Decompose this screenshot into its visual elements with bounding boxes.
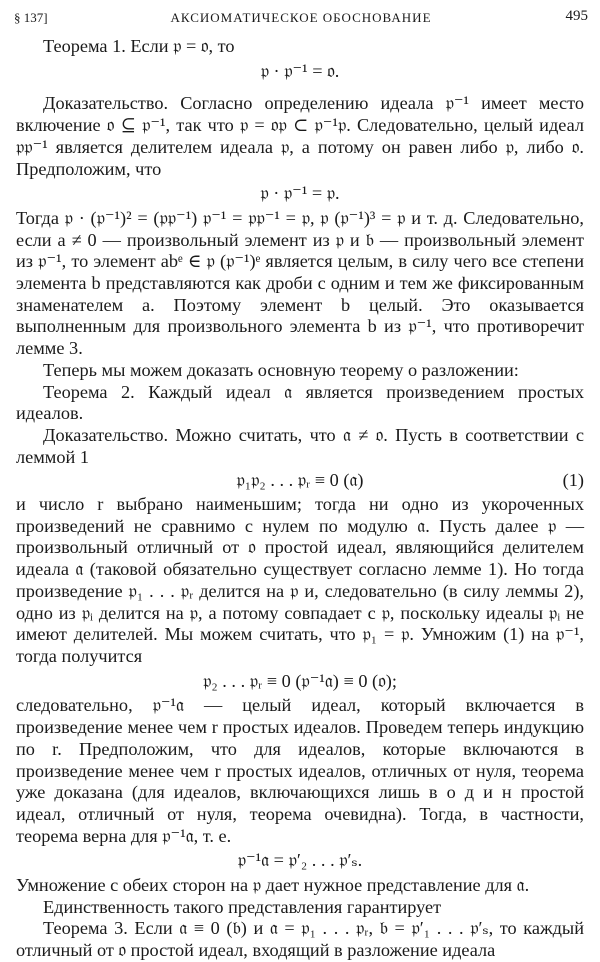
paragraph: Теорема 3. Если 𝔞 ≡ 0 (𝔟) и 𝔞 = 𝔭₁ . . . 𝔭ᵣ, 𝔟 = 𝔭′₁ . . . 𝔭′ₛ, то каждый отличный от 𝔬 простой идеал, входящий в разложение идеала	[16, 918, 584, 961]
paragraph: Теорема 2. Каждый идеал 𝔞 является произведением простых идеалов.	[16, 381, 584, 424]
formula	[16, 183, 584, 205]
section-number: § 137]	[14, 10, 48, 25]
paragraph: Единственность такого представления гарантирует	[43, 896, 442, 917]
formula	[16, 671, 584, 693]
paragraph: Теорема 1. Если 𝔭 = 𝔬, то	[43, 36, 235, 56]
formula-text: 𝔭₂ . . . 𝔭ᵣ ≡ 0 (𝔭⁻¹𝔞) ≡ 0 (𝔬);	[203, 670, 397, 691]
formula	[16, 470, 584, 492]
paragraph: Доказательство. Можно считать, что 𝔞 ≠ 𝔬. Пусть в соответствии с леммой 1	[16, 424, 584, 467]
formula-text: 𝔭₁𝔭₂ . . . 𝔭ᵣ ≡ 0 (𝔞)	[236, 470, 364, 491]
page-body	[16, 36, 584, 962]
paragraph: Теперь мы можем доказать основную теорему о разложении:	[43, 359, 519, 380]
equation-number: (1)	[562, 470, 584, 491]
formula-text: 𝔭 · 𝔭⁻¹ = 𝔬.	[260, 60, 340, 81]
paragraph: следовательно, 𝔭⁻¹𝔞 — целый идеал, который включается в произведение менее чем r простых идеалов. Проведем теперь индукцию по r. Предположим, что для идеалов, которые включаются в произведение менее чем r простых идеалов, отличных от нуля, теорема уже доказана (для идеалов, включающихся лишь в о д и н простой идеал, отличный от нуля, теорема очевидна). Тогда, в частности, теорема верна для 𝔭⁻¹𝔞, т. е.	[16, 695, 584, 846]
paragraph: Тогда 𝔭 · (𝔭⁻¹)² = (𝔭𝔭⁻¹) 𝔭⁻¹ = 𝔭𝔭⁻¹ = 𝔭, 𝔭 (𝔭⁻¹)³ = 𝔭 и т. д. Следовательно, если a ≠ 0 — произвольный элемент из 𝔭 и 𝔟 — произвольный элемент из 𝔭⁻¹, то элемент abᵉ ∈ 𝔭 (𝔭⁻¹)ᵉ является целым, в силу чего все степени элемента b представляются как дроби с одним и тем же фиксированным знаменателем a. Поэтому элемент b целый. Это оказывается выполненным для произвольного элемента b из 𝔭⁻¹, что противоречит лемме 3.	[16, 207, 584, 359]
formula	[16, 850, 584, 872]
running-header	[14, 8, 588, 28]
formula-text: 𝔭⁻¹𝔞 = 𝔭′₂ . . . 𝔭′ₛ.	[237, 850, 363, 871]
paragraph: Доказательство. Согласно определению идеала 𝔭⁻¹ имеет место включение 𝔬 ⊆ 𝔭⁻¹, так что 𝔭 = 𝔬𝔭 ⊂ 𝔭⁻¹𝔭. Следовательно, целый идеал 𝔭𝔭⁻¹ является делителем идеала 𝔭, а потому он равен либо 𝔭, либо 𝔬. Предположим, что	[16, 93, 584, 179]
header-title: АКСИОМАТИЧЕСКОЕ ОБОСНОВАНИЕ	[170, 10, 432, 25]
paragraph: Умножение с обеих сторон на 𝔭 дает нужное представление для 𝔞.	[16, 875, 530, 896]
formula-text: 𝔭 · 𝔭⁻¹ = 𝔭.	[260, 183, 340, 204]
paragraph: и число r выбрано наименьшим; тогда ни одно из укороченных произведений не сравнимо с нулем по модулю 𝔞. Пусть далее 𝔭 — произвольный отличный от 𝔬 простой идеал, являющийся делителем идеала 𝔞 (таковой обязательно существует согласно лемме 1). Но тогда произведение 𝔭₁ . . . 𝔭ᵣ делится на 𝔭 и, следовательно (в силу леммы 2), одно из 𝔭ᵢ делится на 𝔭, а потому совпадает с 𝔭, поскольку идеалы 𝔭ᵢ не имеют делителей. Мы можем считать, что 𝔭₁ = 𝔭. Умножим (1) на 𝔭⁻¹, тогда получится	[16, 494, 584, 666]
formula	[16, 61, 584, 83]
page-number: 495	[565, 8, 588, 24]
